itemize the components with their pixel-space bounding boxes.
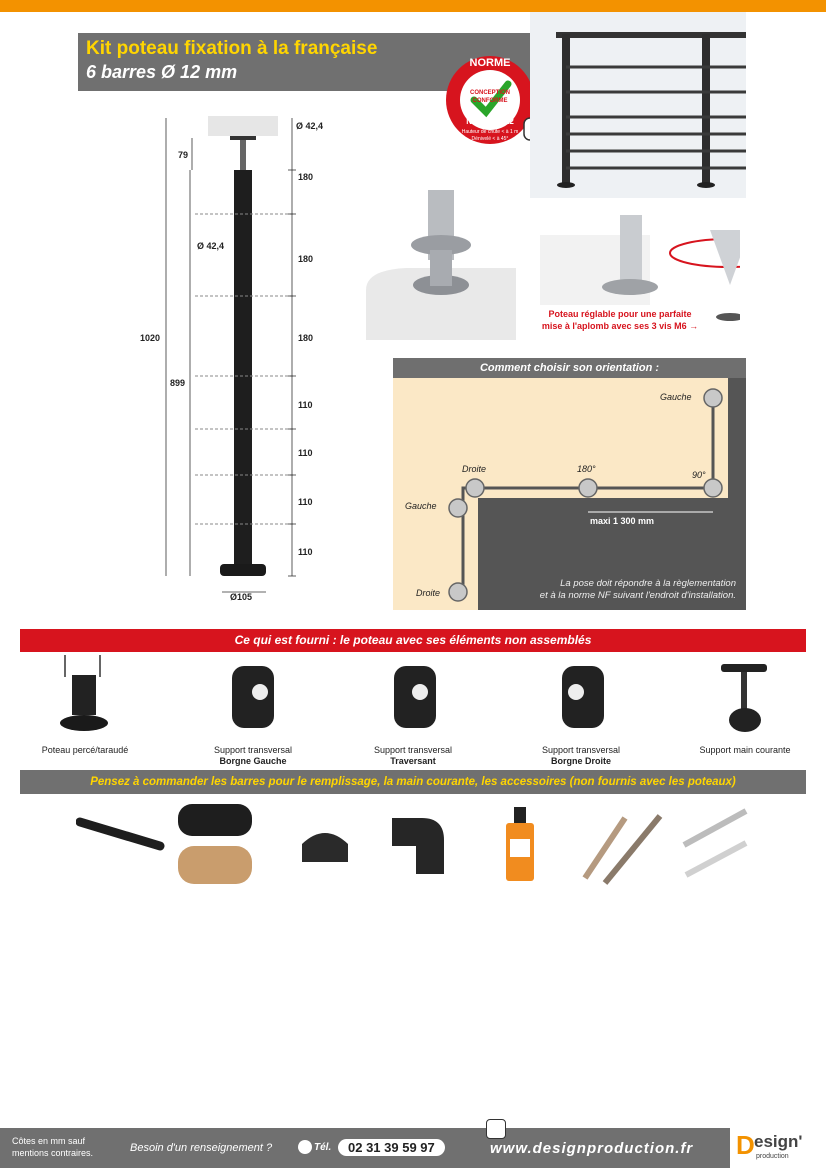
supplied-heading: Ce qui est fourni : le poteau avec ses éléments non assemblés [20,629,806,652]
support-left-image [228,662,278,732]
footer-note-line2: mentions contraires. [12,1148,94,1158]
supplied-item-4-label: Support transversal [541,745,621,755]
dim-79: 79 [178,150,189,160]
orient-max-span: maxi 1 300 mm [590,516,655,526]
company-logo [730,1128,826,1168]
orientation-diagram [393,378,746,610]
threadlocker-image [500,805,540,883]
footer-note-line1: Côtes en mm sauf [12,1136,86,1146]
dim-spacing-6: 110 [298,497,313,507]
supplied-item-3 [348,745,478,767]
handrail-support-image [715,658,775,738]
page-title: Kit poteau fixation à la française [86,38,378,59]
top-accent-bar [0,0,826,12]
footer-website[interactable]: www.designproduction.fr [490,1140,694,1157]
dim-spacing-3: 180 [298,333,314,343]
footer-note [12,1135,93,1159]
supplied-item-2 [188,745,318,767]
supplied-item-5 [680,745,810,756]
post-technical-drawing [130,108,330,608]
supplied-item-4 [516,745,646,767]
footer-question: Besoin d'un renseignement ? [130,1142,273,1154]
badge-code: NF P01 - 012 [466,117,514,126]
elbow-image [388,806,450,878]
bar-image [76,812,166,857]
orient-note-line1: La pose doit répondre à la règlementation [560,578,736,589]
footer-phone[interactable]: 02 31 39 59 97 [338,1139,445,1156]
supplied-item-5-label: Support main courante [699,745,791,755]
accessories-heading: Pensez à commander les barres pour le remplissage, la main courante, les accessoires (non fournis avec les poteaux) [20,770,806,794]
dim-spacing-4: 110 [298,400,313,410]
adjust-caption-2: mise à l'aplomb avec ses 3 vis M6 → [541,321,699,331]
dim-post-diameter: Ø 42,4 [197,241,225,251]
support-right-image [558,662,608,732]
orientation-heading: Comment choisir son orientation : [393,358,746,378]
supplied-item-1 [20,745,150,756]
drilled-post-image [50,655,120,740]
orient-90: 90° [692,470,706,480]
supplied-item-3-label: Support transversal [373,745,453,755]
phone-arrow-icon [298,1140,312,1154]
logo-d-icon: D [736,1130,755,1160]
supplied-item-2-sub: Borgne Gauche [219,756,287,766]
page-subtitle: 6 barres Ø 12 mm [86,62,238,82]
logo-sub: production [756,1153,789,1160]
dim-spacing-1: 180 [298,172,314,182]
badge-rule1: Hauteur de chute < à 1 m [461,129,519,135]
footer-tel-label: Tél. [314,1142,332,1153]
supplied-item-4-sub: Borgne Droite [550,756,611,766]
dim-base-diameter: Ø105 [230,592,253,602]
pointer-hand-icon-footer [486,1119,506,1139]
badge-word: NORME [469,57,511,69]
badge-line3: CONFORME [472,98,508,104]
supplied-item-1-label: Poteau percé/taraudé [41,745,129,755]
orient-gauche-left: Gauche [405,501,437,511]
orient-note [490,578,736,602]
orient-180: 180° [577,464,596,474]
dim-spacing-2: 180 [298,254,314,264]
orient-droite-bottom: Droite [416,588,441,598]
orient-gauche-top: Gauche [660,392,692,402]
adjust-caption-1: Poteau réglable pour une parfaite [548,309,692,319]
orient-droite-mid: Droite [462,464,487,474]
orient-note-line2: et à la norme NF suivant l'endroit d'installation. [539,590,736,601]
support-through-image [390,662,440,732]
handrail-images [174,800,256,888]
railing-photo [530,12,746,198]
dim-spacing-5: 110 [298,448,313,458]
end-cap-image [298,822,352,868]
dim-top-diameter: Ø 42,4 [296,121,324,131]
base-closeup-photo [366,190,516,340]
drill-bits-image [575,808,665,888]
supplied-item-3-sub: Traversant [390,756,436,766]
dim-spacing-7: 110 [298,547,313,557]
badge-rule2: Dénivelé < à 45° [471,136,509,142]
supplied-item-2-label: Support transversal [213,745,293,755]
dim-total-height: 1020 [140,333,161,343]
badge-line2: CONCEPTION [469,90,511,96]
dim-899: 899 [170,378,186,388]
logo-text: esign' [754,1132,803,1151]
anchor-bolts-image [676,805,756,883]
